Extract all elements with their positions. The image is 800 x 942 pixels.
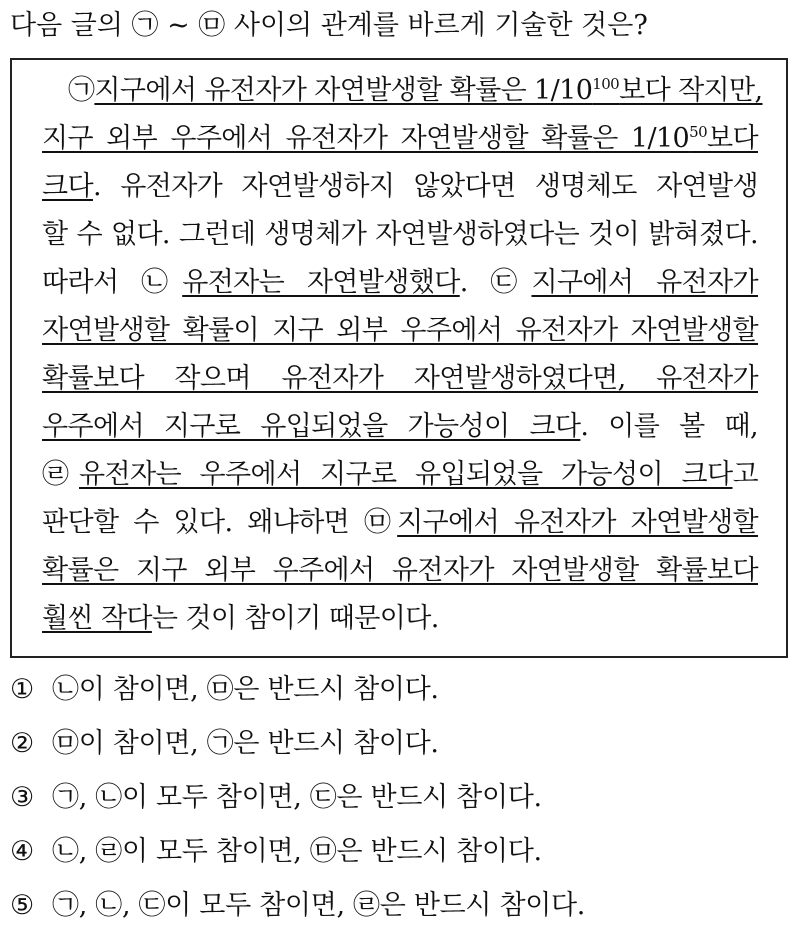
underlined-claim-a-part1: 지구에서 유전자가 자연발생할 확률은 $1/10^{100}$보다 작지만, (94, 75, 763, 106)
passage-line-9: ㉣유전자는 우주에서 지구로 유입되었을 가능성이 크다고 (42, 459, 758, 490)
choice-2[interactable] (10, 726, 585, 780)
choice-4[interactable] (10, 834, 585, 888)
exponent-50: 50 (689, 123, 708, 141)
passage-line-11 (42, 554, 758, 588)
underlined-claim-e-part1: 지구에서 유전자가 자연발생할 (397, 507, 758, 538)
underlined-claim-b: 유전자는 자연발생했다 (182, 267, 460, 298)
passage-line-12: 훨씬 작다는 것이 참이기 때문이다. (42, 603, 439, 634)
marker-a: ㉠ (68, 75, 95, 106)
underlined-claim-c-part2: 자연발생할 확률이 지구 외부 우주에서 유전자가 자연발생할 (42, 315, 758, 346)
choice-text: ㉠, ㉡, ㉢이 모두 참이면, ㉣은 반드시 참이다. (52, 890, 586, 921)
question-stem: 다음 글의 ㉠ ~ ㉤ 사이의 관계를 바르게 기술한 것은? (10, 10, 648, 41)
exponent-100: 100 (592, 75, 620, 93)
choice-number: ④ (10, 836, 34, 867)
answer-choices (10, 672, 585, 942)
choice-number: ② (10, 728, 34, 759)
choice-5[interactable] (10, 888, 585, 942)
underlined-claim-c-part4: 우주에서 지구로 유입되었을 가능성이 크다 (42, 411, 581, 442)
choice-1[interactable] (10, 672, 585, 726)
underlined-claim-a-part2: 지구 외부 우주에서 유전자가 자연발생할 확률은 $1/10^{50}$보다 (42, 123, 758, 154)
choice-text: ㉡, ㉣이 모두 참이면, ㉤은 반드시 참이다. (52, 836, 542, 867)
choice-text: ㉡이 참이면, ㉤은 반드시 참이다. (52, 674, 439, 705)
choice-number: ⑤ (10, 890, 34, 921)
underlined-claim-e-part3: 훨씬 작다 (42, 603, 152, 634)
choice-text: ㉤이 참이면, ㉠은 반드시 참이다. (52, 728, 439, 759)
passage-line-3: 크다. 유전자가 자연발생하지 않았다면 생명체도 자연발생 (42, 171, 758, 202)
passage-line-7 (42, 362, 758, 396)
choice-3[interactable] (10, 780, 585, 834)
choice-text: ㉠, ㉡이 모두 참이면, ㉢은 반드시 참이다. (52, 782, 542, 813)
underlined-claim-d: 유전자는 우주에서 지구로 유입되었을 가능성이 크다 (79, 459, 733, 490)
passage-line-5: 따라서 ㉡유전자는 자연발생했다. ㉢지구에서 유전자가 (42, 267, 758, 298)
underlined-claim-e-part2: 확률은 지구 외부 우주에서 유전자가 자연발생할 확률보다 (42, 555, 758, 586)
choice-number: ③ (10, 782, 34, 813)
passage-line-4: 할 수 없다. 그런데 생명체가 자연발생하였다는 것이 밝혀졌다. (42, 219, 758, 250)
passage-line-8: 우주에서 지구로 유입되었을 가능성이 크다. 이를 볼 때, (42, 411, 759, 442)
passage-line-10: 판단할 수 있다. 왜냐하면 ㉤지구에서 유전자가 자연발생할 (42, 507, 758, 538)
passage-line-1 (68, 74, 763, 108)
underlined-claim-a-part3: 크다 (42, 171, 93, 202)
choice-number: ① (10, 674, 34, 705)
underlined-claim-c-part3: 확률보다 작으며 유전자가 자연발생하였다면, 유전자가 (42, 363, 758, 394)
underlined-claim-c-part1: 지구에서 유전자가 (531, 267, 758, 298)
passage-line-2 (42, 122, 758, 156)
passage-box (10, 58, 788, 658)
passage-line-6 (42, 314, 758, 348)
